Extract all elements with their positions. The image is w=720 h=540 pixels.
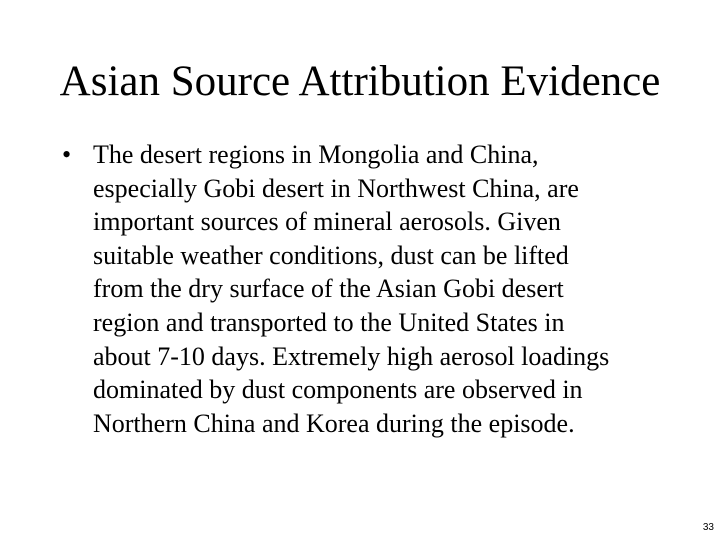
bullet-text-line: about 7-10 days. Extremely high aerosol loadings (93, 341, 610, 371)
bullet-text-line: Northern China and Korea during the episode. (93, 408, 575, 438)
bullet-text (93, 138, 693, 440)
bullet-text-line: The desert regions in Mongolia and China, (93, 140, 539, 169)
bullet-text-line: from the dry surface of the Asian Gobi desert (93, 274, 564, 304)
bullet-text-line: region and transported to the United States in (93, 307, 565, 337)
slide-title: Asian Source Attribution Evidence (59, 58, 661, 105)
page-number: 33 (702, 522, 714, 533)
bullet-text-line: suitable weather conditions, dust can be lifted (93, 240, 569, 270)
bullet-text-line: dominated by dust components are observed in (93, 375, 583, 405)
bullet-text-line: especially Gobi desert in Northwest China, are (93, 173, 579, 203)
bullet-dot-icon: • (62, 140, 72, 169)
bullet-text-line: important sources of mineral aerosols. Given (93, 207, 561, 237)
